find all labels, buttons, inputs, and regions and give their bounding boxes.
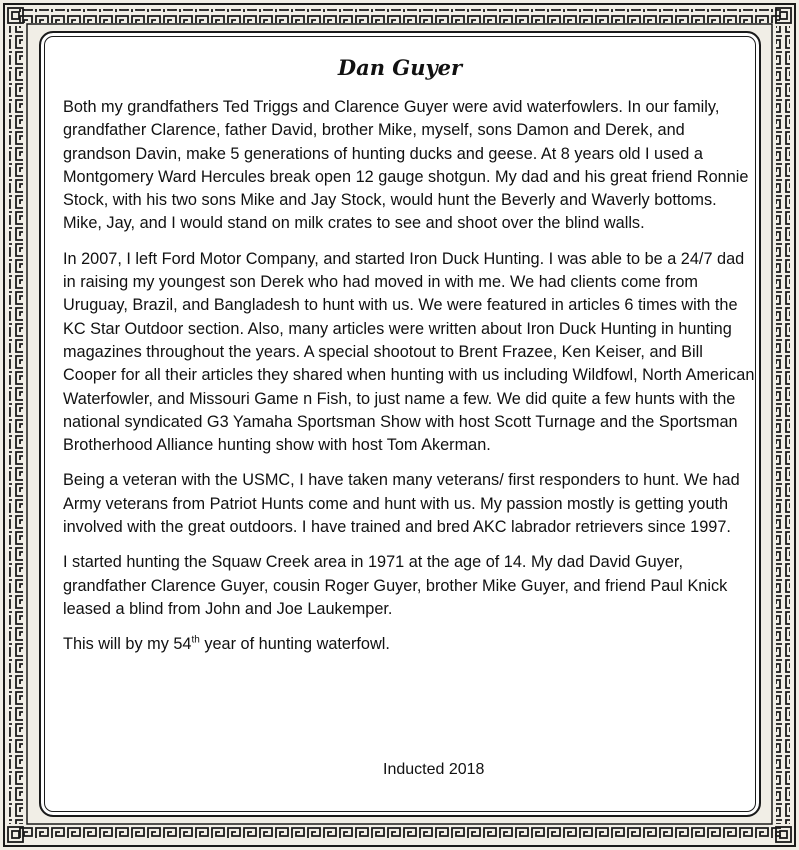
closing-text-end: year of hunting waterfowl. bbox=[199, 635, 390, 654]
inducted-year: Inducted 2018 bbox=[383, 761, 485, 778]
bio-paragraph-1: Both my grandfathers Ted Triggs and Clarence Guyer were avid waterfowlers. In our family, grandfather Clarence, father David, brother Mike, myself, sons Damon and Derek, and grandson Davin, make 5 generations of hunting ducks and geese. At 8 years old I used a Montgomery Ward Hercules break open 12 gauge shotgun. My dad and his great friend Ronnie Stock, with his two sons Mike and Jay Stock, would hunt the Beverly and Waverly bottoms. Mike, Jay, and I would stand on milk crates to see and shoot over the blind walls. bbox=[63, 98, 749, 233]
page-title: Dan Guyer bbox=[337, 55, 463, 80]
closing-text: This will by my 54 bbox=[63, 635, 192, 654]
bio-paragraph-3: Being a veteran with the USMC, I have taken many veterans/ first responders to hunt. We had Army veterans from Patriot Hunts come and hunt with us. My passion mostly is getting youth involved with the great outdoors. I have trained and bred AKC labrador retrievers since 1997. bbox=[63, 471, 740, 537]
bio-paragraph-4: I started hunting the Squaw Creek area in 1971 at the age of 14. My dad David Guyer, grandfather Clarence Guyer, cousin Roger Guyer, brother Mike Guyer, and friend Paul Knick leased a blind from John and Joe Laukemper. bbox=[63, 553, 728, 618]
bio-closing-line bbox=[63, 633, 755, 656]
text-panel bbox=[39, 31, 761, 817]
ordinal-suffix: th bbox=[191, 634, 200, 646]
bio-body bbox=[63, 96, 755, 669]
bio-paragraph-2: In 2007, I left Ford Motor Company, and started Iron Duck Hunting. I was able to be a 24/7 dad in raising my youngest son Derek who had moved in with me. We had clients come from Uruguay, Brazil, and Bangladesh to hunt with us. We were featured in articles 6 times with the KC Star Outdoor section. Also, many articles were written about Iron Duck Hunting in hunting magazines throughout the years. A special shootout to Brent Frazee, Ken Keiser, and Bill Cooper for all their articles they shared when hunting with us including Wildfowl, North American Waterfowler, and Missouri Game n Fish, to just name a few. We did quite a few hunts with the national syndicated G3 Yamaha Sportsman Show with host Scott Turnage and the Sportsman Brotherhood Alliance hunting show with host Tom Akerman. bbox=[63, 249, 755, 455]
